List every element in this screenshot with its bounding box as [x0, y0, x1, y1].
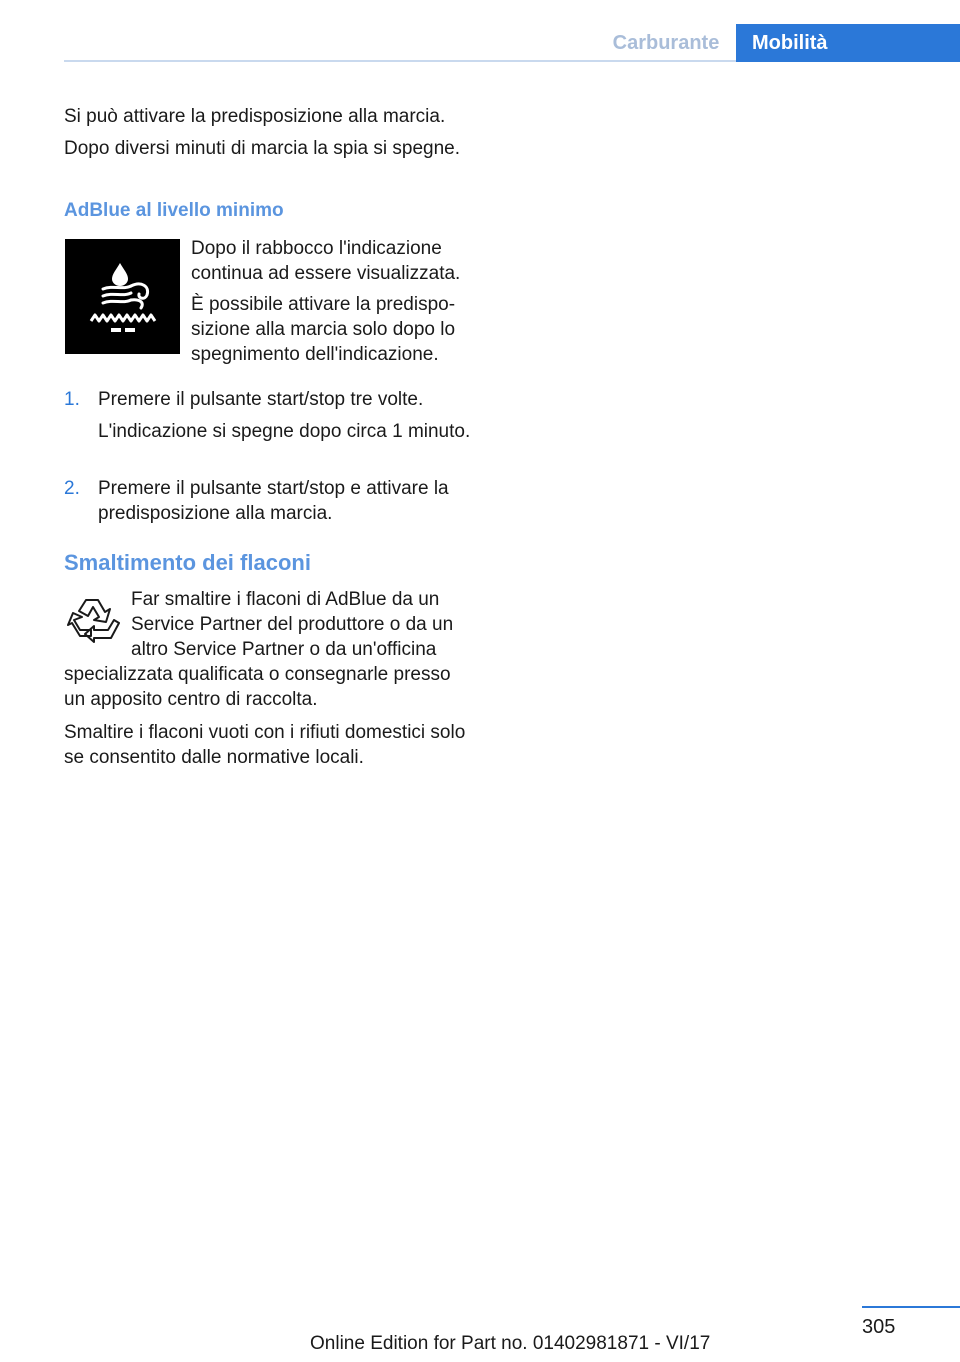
tab-carburante[interactable]: Carburante — [612, 32, 720, 54]
adblue-min-para-1: Dopo il rabbocco l'indicazione continua ad essere visualizzata. — [191, 238, 461, 284]
page-number-rule — [862, 1306, 960, 1308]
step-1-text: Premere il pulsante start/stop tre volte. — [98, 389, 424, 410]
disposal-title: Smaltimento dei flaconi — [64, 550, 311, 575]
disposal-para-1: Far smaltire i flaconi di AdBlue da un Service Partner del produttore o da un altro Service Partner o da un'officina specializzata qualificata o consegnarle presso un apposito centro di raccolta. — [64, 589, 454, 710]
step-1-note: L'indicazione si spegne dopo circa 1 minuto. — [98, 421, 471, 442]
adblue-warning-icon — [65, 239, 180, 354]
step-2-text: Premere il pulsante start/stop e attivare la predisposizione alla marcia. — [98, 478, 449, 524]
step-2-number: 2. — [64, 478, 80, 499]
tab-mobilita[interactable]: Mobilità — [736, 24, 960, 62]
intro-line-1: Si può attivare la predisposizione alla marcia. — [64, 106, 446, 127]
page-number: 305 — [862, 1316, 896, 1338]
disposal-para-2: Smaltire i flaconi vuoti con i rifiuti domestici solo se consentito dalle normative locali. — [64, 722, 466, 768]
step-1-number: 1. — [64, 389, 80, 410]
adblue-min-para-2: È possibile attivare la predisposizione alla marcia solo dopo lo spegnimento dell'indicazione. — [191, 294, 456, 365]
edition-footer: Online Edition for Part no. 01402981871 - VI/17 — [310, 1333, 711, 1354]
adblue-min-title: AdBlue al livello minimo — [64, 200, 284, 221]
intro-line-2: Dopo diversi minuti di marcia la spia si spegne. — [64, 138, 461, 159]
disposal-para-1-block — [64, 587, 474, 712]
